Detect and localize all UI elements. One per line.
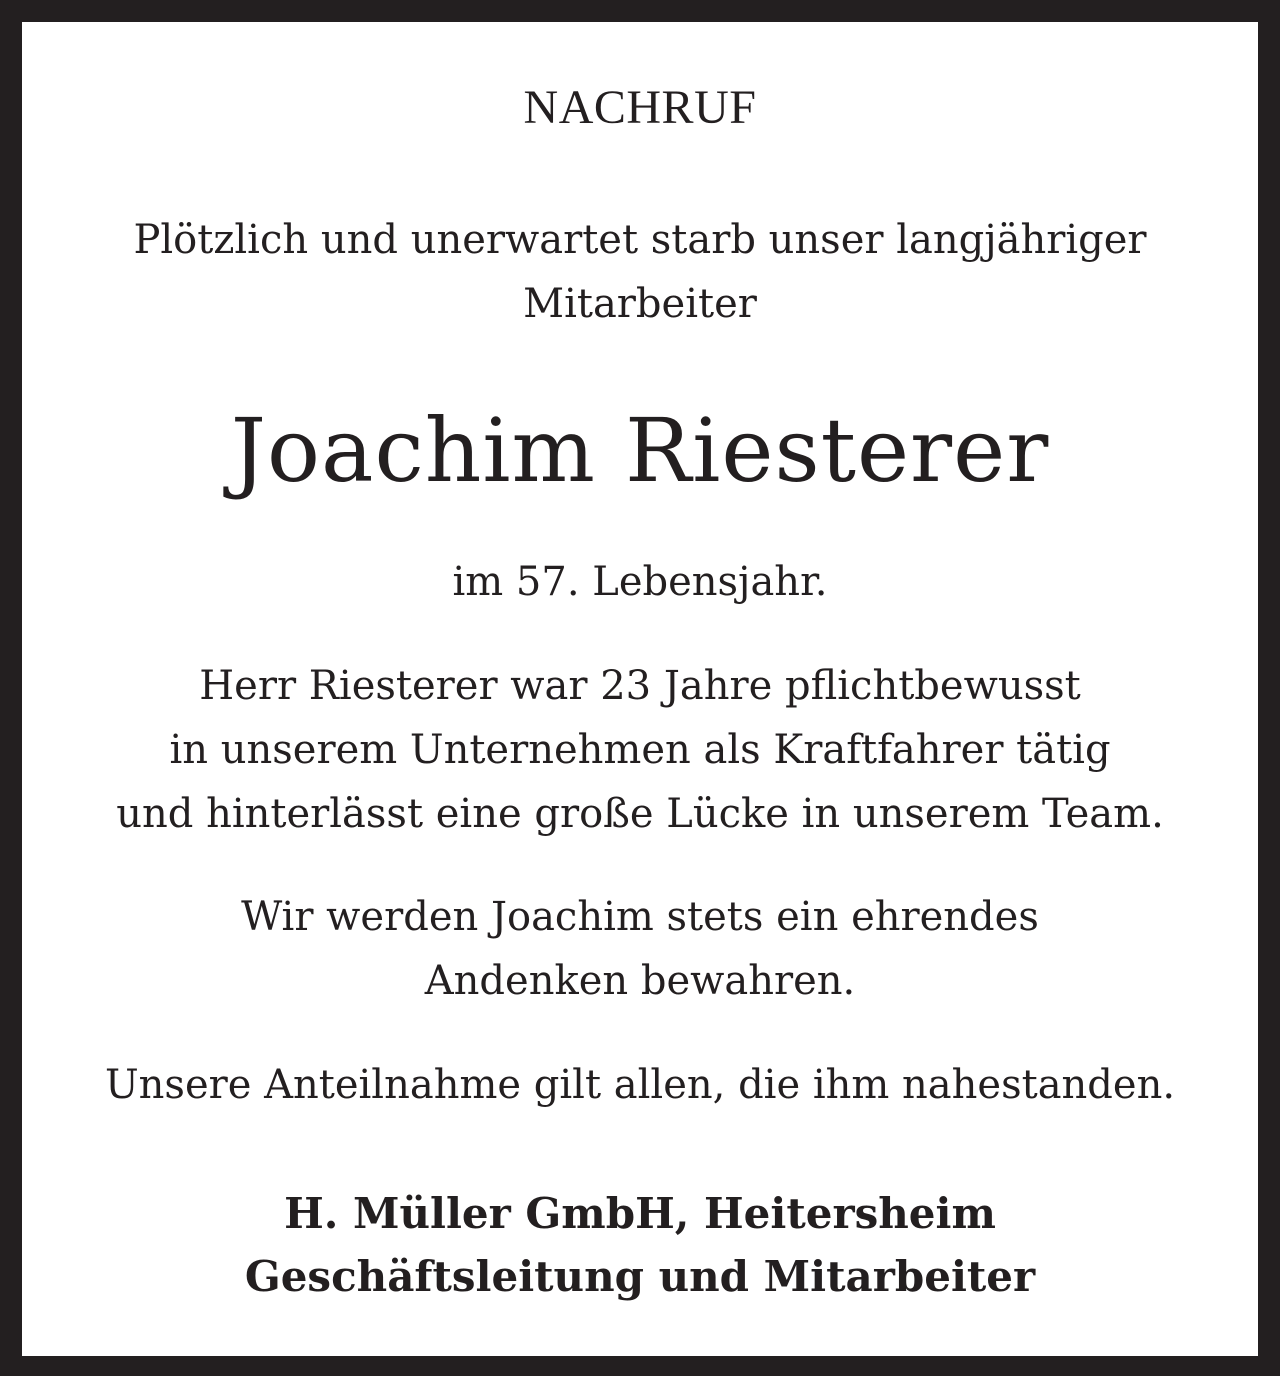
obituary-notice	[22, 22, 1258, 1356]
paragraph-2-line-1: Wir werden Joachim stets ein ehrendes	[241, 894, 1039, 940]
intro-line-1: Plötzlich und unerwartet starb unser langjähriger	[133, 217, 1147, 263]
intro-line-2: Mitarbeiter	[523, 281, 757, 327]
paragraph-2-line-2: Andenken bewahren.	[424, 958, 856, 1004]
notice-heading: NACHRUF	[523, 81, 757, 134]
condolence-line: Unsere Anteilnahme gilt allen, die ihm nahestanden.	[104, 1062, 1176, 1108]
paragraph-1-line-3: und hinterlässt eine große Lücke in unserem Team.	[116, 791, 1164, 837]
signature-company: H. Müller GmbH, Heitersheim	[284, 1189, 996, 1238]
paragraph-1-line-1: Herr Riesterer war 23 Jahre pflichtbewusst	[199, 663, 1081, 709]
signature-management: Geschäftsleitung und Mitarbeiter	[244, 1252, 1036, 1301]
deceased-name: Joachim Riesterer	[230, 399, 1050, 502]
age-line: im 57. Lebensjahr.	[452, 559, 828, 605]
paragraph-1-line-2: in unserem Unternehmen als Kraftfahrer tätig	[169, 727, 1111, 773]
